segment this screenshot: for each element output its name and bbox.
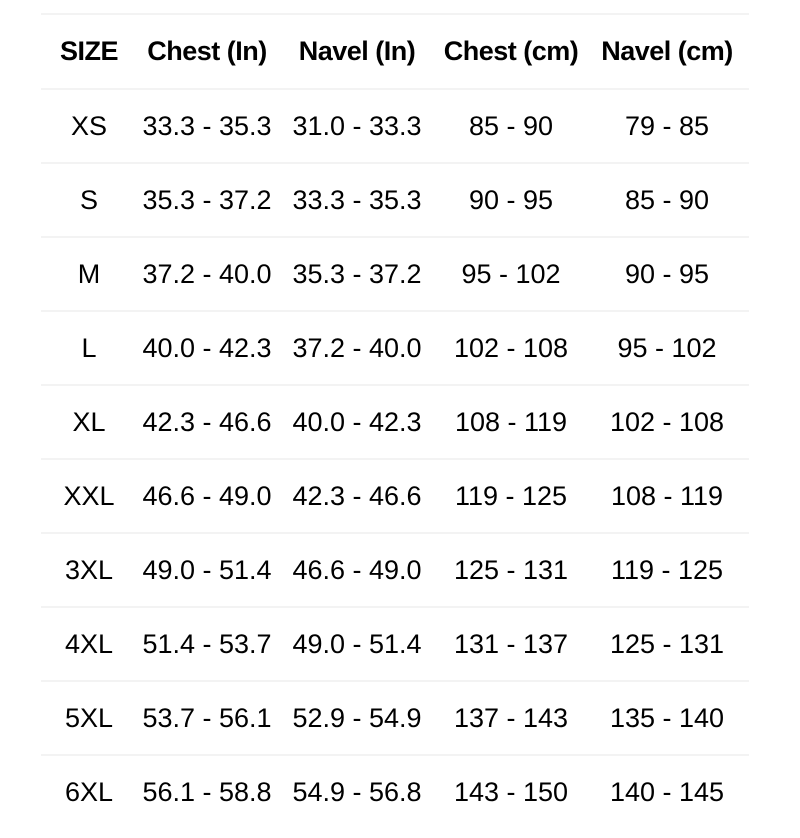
column-header-chest-cm: Chest (cm) (437, 14, 585, 89)
chest-in-cell: 40.0 - 42.3 (137, 311, 277, 385)
size-cell: XL (41, 385, 137, 459)
column-header-navel-in: Navel (In) (277, 14, 437, 89)
navel-in-cell: 37.2 - 40.0 (277, 311, 437, 385)
navel-in-cell: 31.0 - 33.3 (277, 89, 437, 163)
navel-cm-cell: 102 - 108 (585, 385, 749, 459)
size-cell: 5XL (41, 681, 137, 755)
navel-in-cell: 33.3 - 35.3 (277, 163, 437, 237)
navel-in-cell: 35.3 - 37.2 (277, 237, 437, 311)
chest-cm-cell: 85 - 90 (437, 89, 585, 163)
chest-in-cell: 35.3 - 37.2 (137, 163, 277, 237)
table-row-s (41, 163, 749, 237)
navel-in-cell: 49.0 - 51.4 (277, 607, 437, 681)
table-row-m (41, 237, 749, 311)
table-row-5xl (41, 681, 749, 755)
navel-cm-cell: 119 - 125 (585, 533, 749, 607)
table-row-l (41, 311, 749, 385)
chest-cm-cell: 102 - 108 (437, 311, 585, 385)
navel-in-cell: 42.3 - 46.6 (277, 459, 437, 533)
chest-cm-cell: 108 - 119 (437, 385, 585, 459)
table-row-4xl (41, 607, 749, 681)
navel-in-cell: 54.9 - 56.8 (292, 776, 422, 807)
size-chart-table (41, 13, 749, 828)
chest-in-cell: 33.3 - 35.3 (137, 89, 277, 163)
size-cell: 3XL (41, 533, 137, 607)
chest-cm-cell: 119 - 125 (437, 459, 585, 533)
navel-cm-cell: 135 - 140 (585, 681, 749, 755)
navel-cm-cell: 79 - 85 (585, 89, 749, 163)
size-cell: XXL (41, 459, 137, 533)
size-cell: 4XL (41, 607, 137, 681)
size-cell: S (41, 163, 137, 237)
size-cell: XS (41, 89, 137, 163)
navel-in-cell: 46.6 - 49.0 (277, 533, 437, 607)
navel-in-cell: 52.9 - 54.9 (277, 681, 437, 755)
chest-in-cell: 46.6 - 49.0 (137, 459, 277, 533)
navel-cm-cell: 140 - 145 (609, 776, 725, 807)
chest-in-cell: 49.0 - 51.4 (137, 533, 277, 607)
table-row-xs (41, 89, 749, 163)
navel-cm-cell: 108 - 119 (585, 459, 749, 533)
size-cell: M (41, 237, 137, 311)
table-row-3xl (41, 533, 749, 607)
navel-cm-cell: 85 - 90 (585, 163, 749, 237)
size-cell: L (41, 311, 137, 385)
column-header-chest-in: Chest (In) (137, 14, 277, 89)
chest-in-cell: 37.2 - 40.0 (137, 237, 277, 311)
table-row-xxl (41, 459, 749, 533)
chest-cm-cell: 143 - 150 (453, 776, 569, 807)
chest-in-cell: 42.3 - 46.6 (137, 385, 277, 459)
chest-in-cell: 56.1 - 58.8 (142, 776, 272, 807)
chest-cm-cell: 131 - 137 (437, 607, 585, 681)
navel-cm-cell: 90 - 95 (585, 237, 749, 311)
chest-cm-cell: 95 - 102 (437, 237, 585, 311)
header-row (41, 14, 749, 89)
chest-in-cell: 53.7 - 56.1 (137, 681, 277, 755)
navel-cm-cell: 125 - 131 (585, 607, 749, 681)
column-header-navel-cm: Navel (cm) (585, 14, 749, 89)
navel-cm-cell: 95 - 102 (585, 311, 749, 385)
chest-cm-cell: 137 - 143 (437, 681, 585, 755)
navel-in-cell: 40.0 - 42.3 (277, 385, 437, 459)
column-header-size: SIZE (41, 14, 137, 89)
chest-cm-cell: 125 - 131 (437, 533, 585, 607)
chest-cm-cell: 90 - 95 (437, 163, 585, 237)
table-row-6xl (41, 755, 749, 828)
size-cell: 6XL (64, 776, 114, 807)
table-row-xl (41, 385, 749, 459)
chest-in-cell: 51.4 - 53.7 (137, 607, 277, 681)
